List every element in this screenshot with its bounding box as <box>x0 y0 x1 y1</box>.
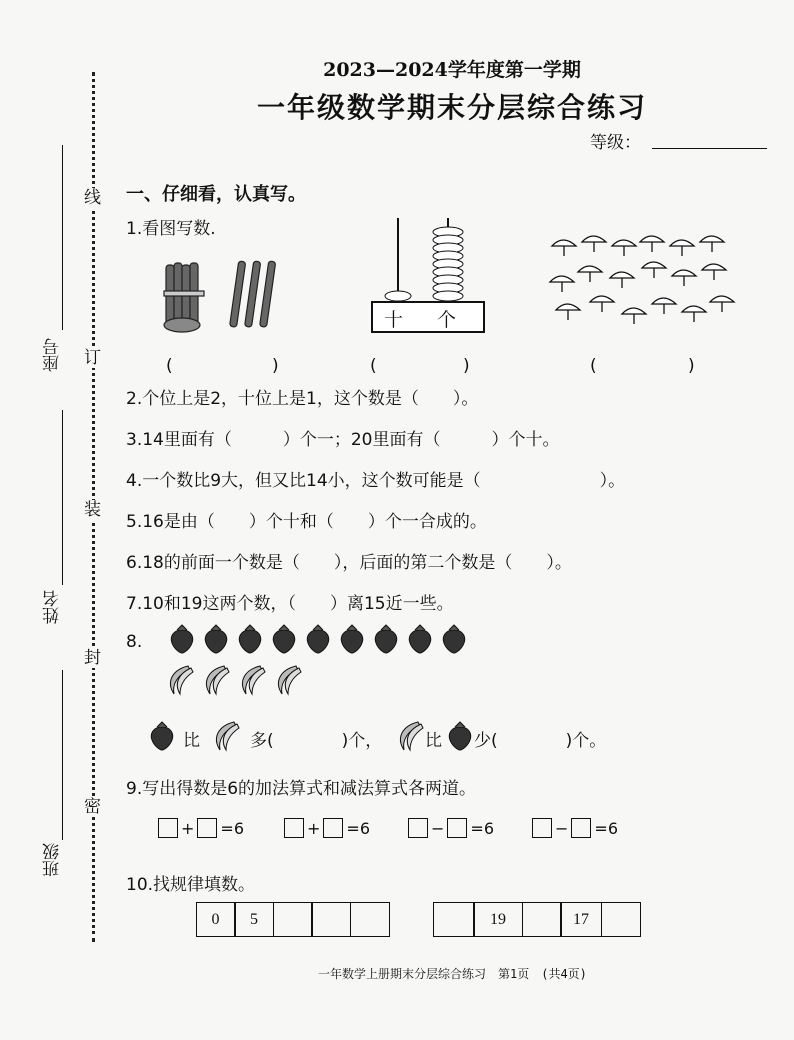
page-footer: 一年数学上册期末分层综合练习 第1页 (共4页) <box>318 967 587 981</box>
sequence-cell[interactable] <box>433 902 475 937</box>
q9-equation-2 <box>284 818 370 838</box>
question-7[interactable]: 7.10和19这两个数，（ ）离15近一些。 <box>126 594 454 614</box>
q8-less-blank[interactable]: 少( )个。 <box>474 731 607 751</box>
plus-sign: + <box>307 818 321 838</box>
name-blank[interactable] <box>62 410 63 585</box>
answer-box[interactable] <box>158 818 178 838</box>
minus-sign: − <box>431 818 445 838</box>
sequence-cell: 17 <box>560 902 602 937</box>
sequence-cell[interactable] <box>273 902 313 937</box>
sequence-cell: 5 <box>234 902 274 937</box>
sequence-cell: 0 <box>196 902 236 937</box>
strawberry-icon <box>304 624 332 654</box>
seat-label: 座号 <box>43 338 63 372</box>
question-8: 8. <box>126 632 143 652</box>
banana-row <box>164 664 302 696</box>
section-heading: 一、仔细看，认真写。 <box>126 184 306 205</box>
seal-char-xian: 线 <box>84 188 101 208</box>
question-1: 1.看图写数. <box>126 219 216 239</box>
seal-char-zhuang: 装 <box>84 500 101 520</box>
seat-blank[interactable] <box>62 145 63 330</box>
q9-equation-3 <box>408 818 494 838</box>
plus-sign: + <box>181 818 195 838</box>
umbrellas-icon <box>548 232 738 328</box>
strawberry-icon <box>446 721 474 751</box>
seal-char-ding: 订 <box>84 348 101 368</box>
q9-equation-4 <box>532 818 618 838</box>
class-label: 班级 <box>43 843 63 877</box>
name-label: 姓名 <box>43 590 63 624</box>
q1-paren-close-3[interactable]: ) <box>688 356 695 376</box>
sticks-bundle-icon <box>160 255 280 335</box>
strawberry-row <box>168 624 468 654</box>
strawberry-icon <box>168 624 196 654</box>
answer-box[interactable] <box>532 818 552 838</box>
banana-icon <box>210 720 240 752</box>
q1-paren-open-1: ( <box>166 356 173 376</box>
banana-icon <box>236 664 266 696</box>
term-title: 2023—2024学年度第一学期 <box>323 59 581 81</box>
seal-char-mi: 密 <box>84 797 101 817</box>
grade-blank[interactable] <box>652 148 767 149</box>
question-10: 10.找规律填数。 <box>126 875 256 895</box>
q8-more-blank[interactable]: 多( )个， <box>250 731 383 751</box>
q9-equation-1 <box>158 818 244 838</box>
question-9: 9.写出得数是6的加法算式和减法算式各两道。 <box>126 779 477 799</box>
grade-label: 等级： <box>590 133 641 153</box>
strawberry-icon <box>338 624 366 654</box>
question-4[interactable]: 4.一个数比9大，但又比14小，这个数可能是（ ）。 <box>126 471 626 491</box>
sequence-cell[interactable] <box>311 902 351 937</box>
strawberry-icon <box>406 624 434 654</box>
question-2[interactable]: 2.个位上是2，十位上是1，这个数是（ ）。 <box>126 389 479 409</box>
seal-char-feng: 封 <box>84 648 101 668</box>
page-title: 一年级数学期末分层综合练习 <box>256 91 647 124</box>
question-3[interactable]: 3.14里面有（ ）个一；20里面有（ ）个十。 <box>126 430 560 450</box>
sequence-1 <box>197 902 390 937</box>
banana-icon <box>272 664 302 696</box>
strawberry-icon <box>270 624 298 654</box>
sequence-cell[interactable] <box>350 902 390 937</box>
q1-paren-close-1[interactable]: ) <box>272 356 279 376</box>
abacus-tens-label: 十 <box>384 309 404 331</box>
equals-six: =6 <box>594 818 618 838</box>
minus-sign: − <box>555 818 569 838</box>
sequence-cell: 19 <box>473 902 523 937</box>
answer-box[interactable] <box>323 818 343 838</box>
strawberry-icon <box>202 624 230 654</box>
sequence-cell[interactable] <box>601 902 641 937</box>
sequence-2 <box>434 902 641 937</box>
answer-box[interactable] <box>197 818 217 838</box>
q8-bi-1: 比 <box>183 731 200 751</box>
answer-box[interactable] <box>408 818 428 838</box>
strawberry-icon <box>148 721 176 751</box>
equals-six: =6 <box>470 818 494 838</box>
answer-box[interactable] <box>571 818 591 838</box>
banana-icon <box>394 720 424 752</box>
q1-paren-open-2: ( <box>370 356 377 376</box>
answer-box[interactable] <box>284 818 304 838</box>
answer-box[interactable] <box>447 818 467 838</box>
class-blank[interactable] <box>62 670 63 840</box>
sequence-cell[interactable] <box>522 902 562 937</box>
abacus-ones-label: 个 <box>437 309 457 331</box>
banana-icon <box>200 664 230 696</box>
banana-icon <box>164 664 194 696</box>
q8-bi-2: 比 <box>425 731 442 751</box>
strawberry-icon <box>236 624 264 654</box>
strawberry-icon <box>372 624 400 654</box>
equals-six: =6 <box>220 818 244 838</box>
strawberry-icon <box>440 624 468 654</box>
q1-paren-open-3: ( <box>590 356 597 376</box>
question-6[interactable]: 6.18的前面一个数是（ ），后面的第二个数是（ ）。 <box>126 553 572 573</box>
q1-paren-close-2[interactable]: ) <box>463 356 470 376</box>
question-5[interactable]: 5.16是由（ ）个十和（ ）个一合成的。 <box>126 512 487 532</box>
equals-six: =6 <box>346 818 370 838</box>
